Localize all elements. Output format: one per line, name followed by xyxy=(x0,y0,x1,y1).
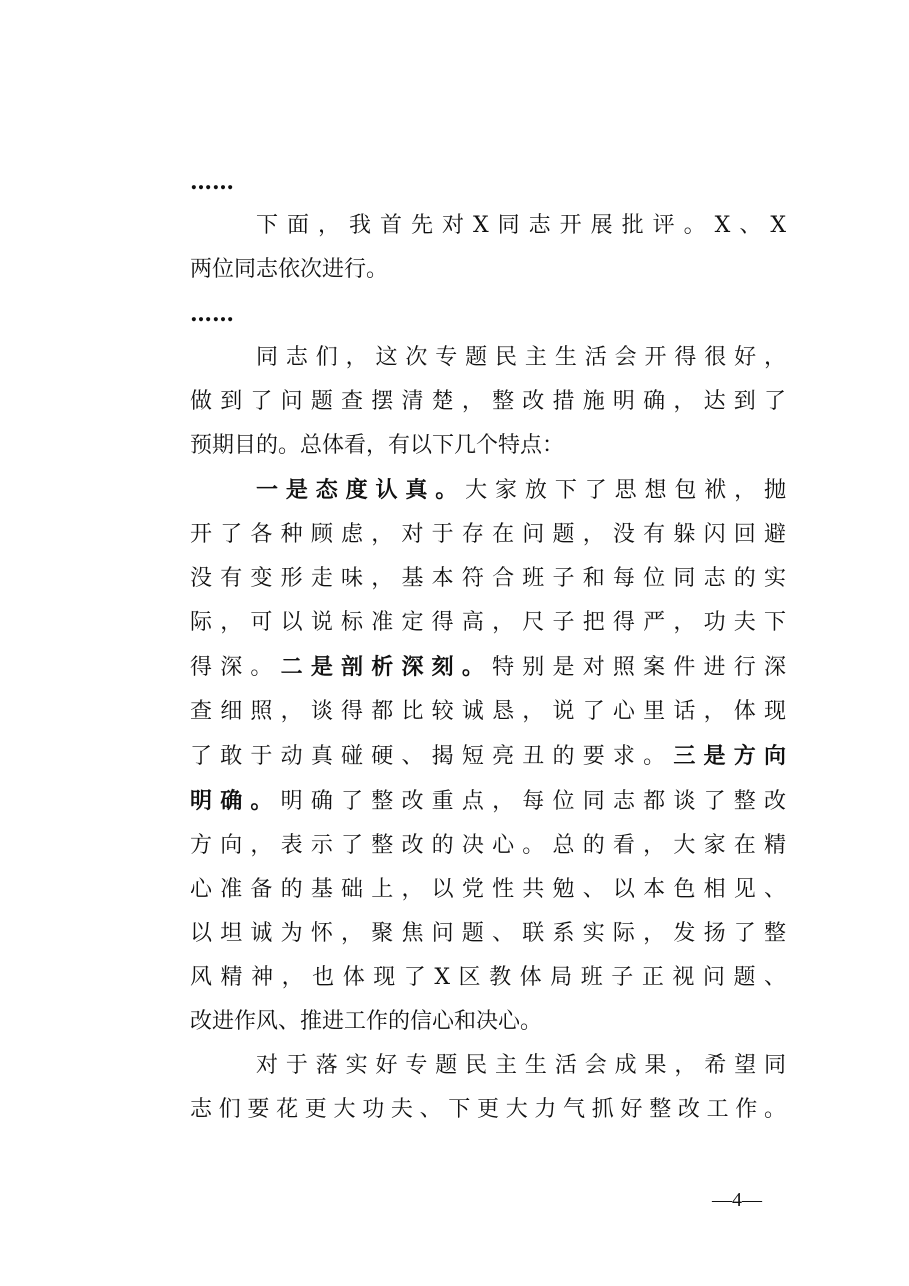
text-line: 开了各种顾虑，对于存在问题，没有躲闪回避 xyxy=(190,522,786,547)
text-line: 同志们，这次专题民主生活会开得很好， xyxy=(256,345,786,370)
text-line xyxy=(124,645,786,690)
paragraph-rectification xyxy=(124,1044,786,1132)
page-number: —4— xyxy=(712,1189,762,1211)
text-fragment: 明确了整改重点，每位同志都谈了整改 xyxy=(280,789,786,814)
paragraph-characteristics xyxy=(124,468,786,1044)
ellipsis-marker: …… xyxy=(190,301,234,327)
text-line: 两位同志依次进行。 xyxy=(190,257,389,282)
text-line: 志们要花更大功夫、下更大力气抓好整改工作。 xyxy=(190,1097,786,1122)
ellipsis-marker: …… xyxy=(190,169,234,195)
paragraph-criticism-order xyxy=(124,204,786,292)
text-fragment: 大家放下了思想包袱，抛 xyxy=(465,478,786,503)
text-line xyxy=(124,734,786,779)
text-line: 方向，表示了整改的决心。总的看，大家在精 xyxy=(190,833,786,858)
text-line: 查细照，谈得都比较诚恳，说了心里话，体现 xyxy=(190,699,786,724)
text-line xyxy=(124,468,786,513)
paragraph-meeting-summary xyxy=(124,336,786,468)
text-fragment: 特别是对照案件进行深 xyxy=(492,655,786,680)
text-line: 预期目的。总体看，有以下几个特点： xyxy=(190,433,565,458)
text-line: 对于落实好专题民主生活会成果，希望同 xyxy=(256,1053,786,1078)
text-line: 际，可以说标准定得高，尺子把得严，功夫下 xyxy=(190,610,786,635)
text-fragment: 了敢于动真碰硬、揭短亮丑的要求。 xyxy=(190,744,674,769)
bold-heading-direction-end: 明确。 xyxy=(190,788,281,814)
text-line: 风精神，也体现了X区教体局班子正视问题、 xyxy=(190,965,786,990)
text-line: 做到了问题查摆清楚，整改措施明确，达到了 xyxy=(190,389,786,414)
text-line: 以坦诚为怀，聚焦问题、联系实际，发扬了整 xyxy=(190,921,786,946)
text-line xyxy=(124,779,786,824)
bold-heading-direction: 三是方向 xyxy=(673,743,786,769)
text-line: 心准备的基础上，以党性共勉、以本色相见、 xyxy=(190,877,786,902)
text-line: 下面，我首先对X同志开展批评。X、X xyxy=(256,213,786,238)
document-body xyxy=(124,160,786,1132)
text-fragment: 得深。 xyxy=(190,655,281,680)
bold-heading-analysis: 二是剖析深刻。 xyxy=(280,654,493,680)
text-line: 没有变形走味，基本符合班子和每位同志的实 xyxy=(190,566,786,591)
text-line: 改进作风、推进工作的信心和决心。 xyxy=(190,1009,543,1034)
bold-heading-attitude: 一是态度认真。 xyxy=(256,477,466,503)
